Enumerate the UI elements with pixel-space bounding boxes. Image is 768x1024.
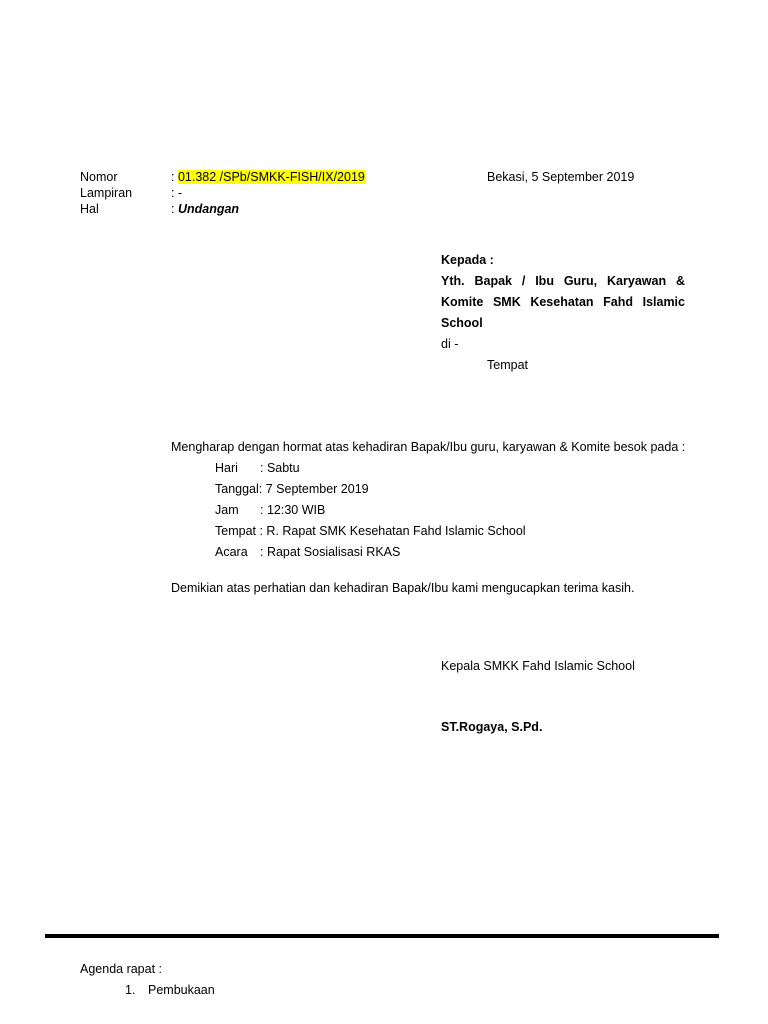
detail-row-jam [215, 503, 325, 517]
agenda-item-number: 1. [125, 983, 136, 997]
lampiran-label: Lampiran [80, 186, 133, 200]
tempat-label: Tempat [487, 358, 528, 372]
detail-value: : Sabtu [260, 461, 300, 475]
detail-value: : 12:30 WIB [260, 503, 326, 517]
nomor-label: Nomor [80, 170, 118, 184]
hal-value: Undangan [177, 202, 240, 216]
detail-value: : 7 September 2019 [258, 482, 369, 496]
agenda-heading: Agenda rapat : [80, 962, 163, 976]
detail-label: Tempat [215, 524, 256, 538]
detail-row-tempat [215, 524, 526, 538]
page-divider [45, 934, 719, 938]
agenda-item [125, 983, 215, 997]
detail-value: : R. Rapat SMK Kesehatan Fahd Islamic School [256, 524, 526, 538]
recipient-block [441, 250, 685, 376]
detail-row-hari [215, 461, 300, 475]
detail-row-acara [215, 545, 400, 559]
hal-label: Hal [80, 202, 99, 216]
di-label: di - [441, 337, 459, 351]
nomor-value: 01.382 /SPb/SMKK-FISH/IX/2019 [177, 170, 365, 184]
detail-row-tanggal [215, 482, 369, 496]
closing-paragraph: Demikian atas perhatian dan kehadiran Bapak/Ibu kami mengucapkan terima kasih. [171, 581, 635, 595]
hal-colon: : [171, 202, 178, 216]
recipient-address: Yth. Bapak / Ibu Guru, Karyawan & Komite SMK Kesehatan Fahd Islamic School [441, 274, 685, 330]
signature-title: Kepala SMKK Fahd Islamic School [441, 659, 635, 673]
nomor-colon: : [171, 170, 178, 184]
opening-paragraph: Mengharap dengan hormat atas kehadiran Bapak/Ibu guru, karyawan & Komite besok pada : [171, 440, 686, 454]
signature-name: ST.Rogaya, S.Pd. [441, 720, 543, 734]
detail-label: Jam [215, 503, 239, 517]
hal-field [171, 202, 239, 216]
detail-value: : Rapat Sosialisasi RKAS [260, 545, 401, 559]
kepada-label: Kepada : [441, 253, 494, 267]
agenda-item-text: Pembukaan [148, 983, 215, 997]
place-date: Bekasi, 5 September 2019 [487, 170, 635, 184]
detail-label: Hari [215, 461, 238, 475]
detail-label: Acara [215, 545, 248, 559]
lampiran-value: : - [171, 186, 183, 200]
detail-label: Tanggal [215, 482, 259, 496]
nomor-field [171, 170, 365, 184]
